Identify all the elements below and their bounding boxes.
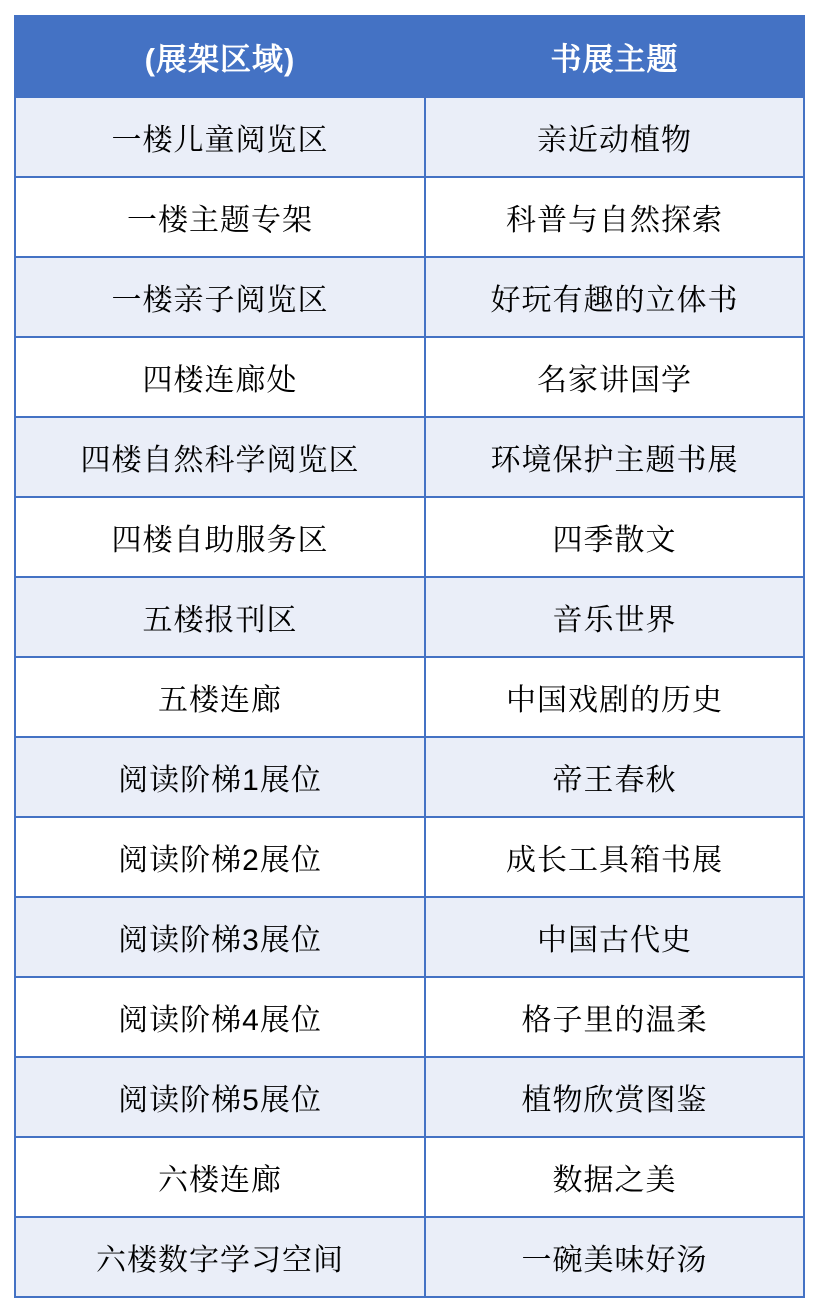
theme-cell: 亲近动植物 (425, 97, 804, 177)
table-row (15, 977, 804, 1057)
table-row (15, 657, 804, 737)
table-row (15, 737, 804, 817)
theme-cell: 一碗美味好汤 (425, 1217, 804, 1297)
table-row (15, 897, 804, 977)
zone-cell: 六楼连廊 (15, 1137, 425, 1217)
table-row (15, 1057, 804, 1137)
theme-cell: 格子里的温柔 (425, 977, 804, 1057)
zone-cell: 阅读阶梯4展位 (15, 977, 425, 1057)
theme-cell: 帝王春秋 (425, 737, 804, 817)
header-row (15, 16, 804, 97)
table-row (15, 417, 804, 497)
zone-cell: 一楼亲子阅览区 (15, 257, 425, 337)
zone-cell: 阅读阶梯3展位 (15, 897, 425, 977)
zone-cell: 阅读阶梯1展位 (15, 737, 425, 817)
table-row (15, 1137, 804, 1217)
theme-cell: 科普与自然探索 (425, 177, 804, 257)
table-row (15, 337, 804, 417)
zone-cell: 五楼报刊区 (15, 577, 425, 657)
zone-cell: 四楼自然科学阅览区 (15, 417, 425, 497)
zone-cell: 一楼儿童阅览区 (15, 97, 425, 177)
table-row (15, 257, 804, 337)
zone-cell: 阅读阶梯5展位 (15, 1057, 425, 1137)
zone-cell: 四楼连廊处 (15, 337, 425, 417)
table-row (15, 577, 804, 657)
table-row (15, 497, 804, 577)
table-row (15, 817, 804, 897)
header-zone: (展架区域) (15, 16, 425, 97)
theme-cell: 数据之美 (425, 1137, 804, 1217)
zone-cell: 一楼主题专架 (15, 177, 425, 257)
theme-cell: 中国古代史 (425, 897, 804, 977)
theme-cell: 名家讲国学 (425, 337, 804, 417)
zone-cell: 六楼数字学习空间 (15, 1217, 425, 1297)
table-body (15, 97, 804, 1297)
header-theme: 书展主题 (425, 16, 804, 97)
theme-cell: 四季散文 (425, 497, 804, 577)
zone-cell: 五楼连廊 (15, 657, 425, 737)
theme-cell: 中国戏剧的历史 (425, 657, 804, 737)
zone-cell: 阅读阶梯2展位 (15, 817, 425, 897)
table-row (15, 177, 804, 257)
theme-cell: 好玩有趣的立体书 (425, 257, 804, 337)
table-row (15, 1217, 804, 1297)
table-header (15, 16, 804, 97)
table-row (15, 97, 804, 177)
theme-cell: 植物欣赏图鉴 (425, 1057, 804, 1137)
exhibit-zone-theme-table (14, 15, 805, 1298)
theme-cell: 音乐世界 (425, 577, 804, 657)
theme-cell: 成长工具箱书展 (425, 817, 804, 897)
zone-cell: 四楼自助服务区 (15, 497, 425, 577)
theme-cell: 环境保护主题书展 (425, 417, 804, 497)
